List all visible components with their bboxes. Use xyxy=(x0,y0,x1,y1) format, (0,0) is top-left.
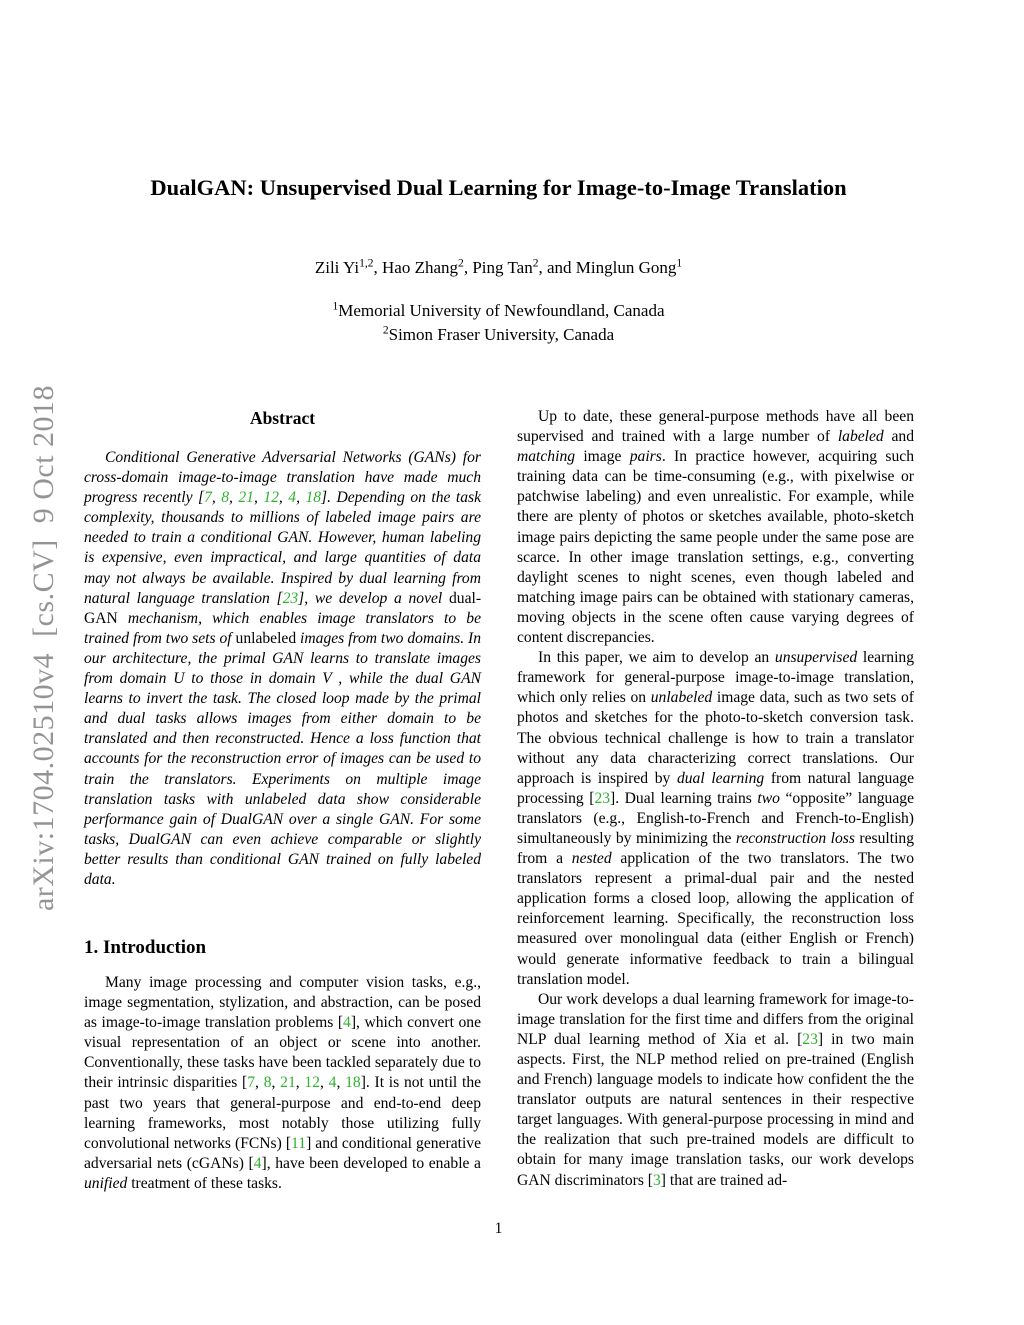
text-segment: , xyxy=(253,489,264,507)
citation-link[interactable]: 18 xyxy=(345,1074,361,1092)
citation-link[interactable]: 23 xyxy=(594,789,611,807)
arxiv-watermark: arXiv:1704.02510v4 [cs.CV] 9 Oct 2018 xyxy=(27,384,60,912)
text-segment: nested xyxy=(571,850,612,868)
text-segment: “opposite” language translators (e.g., English-to-French and French-to-English) simultaneously by minimizing the xyxy=(517,789,914,847)
body-paragraph xyxy=(517,407,914,648)
body-paragraph xyxy=(517,648,914,990)
citation-link[interactable]: 12 xyxy=(263,489,279,507)
text-segment: pairs xyxy=(629,448,662,466)
text-segment: 2 xyxy=(532,256,539,270)
abstract-section xyxy=(84,407,481,890)
introduction-paragraph xyxy=(84,973,481,1194)
text-segment: Many image processing and computer vision tasks, e.g., image segmentation, stylization, and abstraction, can be posed as image-to-image translation problems [ xyxy=(84,974,481,1032)
text-segment: ], we develop a novel xyxy=(298,589,449,607)
text-segment: labeled xyxy=(837,428,884,446)
text-segment: ]. Depending on the task complexity, thousands to millions of labeled image pairs are needed to train a conditional GAN. However, human labeling is expensive, even impractical, and large quantities of data may not always be available. Inspired by dual learning from natural language translation [ xyxy=(84,489,482,607)
text-segment: , Ping Tan xyxy=(463,258,533,277)
citation-link[interactable]: 4 xyxy=(328,1074,337,1092)
citation-link[interactable]: 4 xyxy=(343,1014,351,1032)
text-segment: ] that are trained ad- xyxy=(660,1171,788,1189)
citation-link[interactable]: 7 xyxy=(204,489,212,507)
text-segment: 2 xyxy=(382,322,389,336)
abstract-paragraph xyxy=(84,448,481,890)
page-number: 1 xyxy=(494,1220,503,1237)
right-column xyxy=(517,407,914,1191)
citation-link[interactable]: 4 xyxy=(253,1154,262,1172)
text-segment: mechanism, which enables image translators to be trained from two sets of xyxy=(84,609,481,647)
text-segment: from natural language processing [ xyxy=(517,769,914,807)
text-segment: Up to date, these general-purpose methods have all been supervised and trained with a large number of xyxy=(517,408,914,446)
text-segment: image data, such as two sets of photos and sketches for the photo-to-sketch conversion task. The obvious technical challenge is how to train a translator without any data characterizing correct translations. Our approach is inspired by xyxy=(517,689,914,787)
citation-link[interactable]: 8 xyxy=(263,1074,272,1092)
text-segment: unlabeled xyxy=(650,689,713,707)
text-segment: In this paper, we aim to develop an xyxy=(538,649,775,667)
text-segment: , xyxy=(295,1074,305,1092)
text-segment: , xyxy=(255,1074,264,1092)
text-segment: , xyxy=(278,489,289,507)
text-segment: ], which convert one visual representation of an object or scene into another. Conventionally, these tasks have been tackled separately due to their intrinsic disparities [ xyxy=(84,1014,481,1092)
text-segment: matching xyxy=(517,448,576,466)
text-segment: 1 xyxy=(676,256,683,270)
citation-link[interactable]: 3 xyxy=(653,1171,661,1189)
citation-link[interactable]: 7 xyxy=(247,1074,256,1092)
citation-link[interactable]: 11 xyxy=(291,1134,307,1152)
text-segment: images from two domains. In our architecture, the primal GAN learns to translate images from domain U to those in domain V , while the dual GAN learns to invert the task. The closed loop made by the primal and dual tasks allows images from either domain to be translated and then reconstructed. Hence a loss function that accounts for the reconstruction error of images can be used to train the translators. Experiments on multiple image translation tasks with unlabeled data show considerable performance gain of DualGAN over a single GAN. For some tasks, DualGAN can even achieve comparable or slightly better results than conditional GAN trained on fully labeled data. xyxy=(84,629,481,888)
text-segment: , xyxy=(229,489,239,507)
citation-link[interactable]: 8 xyxy=(221,489,230,507)
text-segment: Simon Fraser University, Canada xyxy=(388,324,615,344)
text-segment: , xyxy=(271,1074,281,1092)
citation-link[interactable]: 4 xyxy=(288,489,297,507)
text-segment: 1 xyxy=(332,299,339,313)
text-segment: , xyxy=(211,489,222,507)
citation-link[interactable]: 21 xyxy=(280,1074,296,1092)
affiliations xyxy=(84,299,913,346)
text-segment: Our work develops a dual learning framework for image-to-image translation for the first time and differs from the original NLP dual learning method of Xia et al. [ xyxy=(517,990,914,1048)
text-segment: two xyxy=(757,789,780,807)
text-segment: dual learning xyxy=(676,769,765,787)
text-segment: 2 xyxy=(458,256,464,270)
text-segment: reconstruction loss xyxy=(735,829,855,847)
text-segment: 1,2 xyxy=(359,256,374,270)
paper-title: DualGAN: Unsupervised Dual Learning for Image-to-Image Translation xyxy=(150,175,847,200)
citation-link[interactable]: 12 xyxy=(304,1074,320,1092)
citation-link[interactable]: 21 xyxy=(238,489,254,507)
text-segment: , xyxy=(296,489,306,507)
text-segment: learning framework for general-purpose image-to-image translation, which only relies on xyxy=(517,649,914,707)
text-segment: resulting from a xyxy=(517,829,914,868)
text-segment: and xyxy=(883,428,915,446)
text-segment: , xyxy=(319,1074,329,1092)
text-segment: unlabeled xyxy=(235,629,297,647)
text-segment: ] and conditional generative adversarial nets (cGANs) [ xyxy=(84,1134,481,1172)
affiliation-2 xyxy=(84,323,913,347)
affiliation-1 xyxy=(84,299,913,323)
text-segment: , Hao Zhang xyxy=(373,258,459,277)
text-segment: , and Minglun Gong xyxy=(538,258,677,277)
text-segment: unsupervised xyxy=(774,649,858,667)
text-segment: . In practice however, acquiring such training data can be time-consuming (e.g., with pixelwise or patchwise labeling) and even unrealistic. For example, while there are plenty of photos or sketches available, photo-sketch image pairs depicting the same people under the same pose are scarce. In other image translation settings, e.g., converting daylight scenes to night scenes, even though labeled and matching image pairs can be obtained with stationary cameras, moving objects in the scene often cause varying degrees of content discrepancies. xyxy=(517,448,914,647)
citation-link[interactable]: 23 xyxy=(802,1030,818,1048)
introduction-section xyxy=(84,936,481,1194)
text-segment: treatment of these tasks. xyxy=(127,1174,282,1192)
text-segment: image xyxy=(575,448,630,466)
text-segment: Memorial University of Newfoundland, Canada xyxy=(338,301,665,320)
text-segment: unified xyxy=(84,1174,128,1192)
abstract-heading: Abstract xyxy=(249,408,316,428)
citation-link[interactable]: 18 xyxy=(305,489,322,507)
body-paragraph xyxy=(517,990,914,1191)
text-segment: Conditional Generative Adversarial Networks (GANs) for cross-domain image-to-image translation have made much progress recently [ xyxy=(84,449,481,507)
author-line xyxy=(84,258,913,278)
text-segment: application of the two translators. The two translators represent a primal-dual pair and the nested application forms a closed loop, allowing the application of reinforcement learning. Specifically, the reconstruction loss measured over monolingual data (either English or French) would generate informative feedback to train a bilingual translation model. xyxy=(517,850,914,988)
text-segment: dual-GAN xyxy=(84,589,482,627)
text-segment: ]. It is not until the past two years that general-purpose and end-to-end deep learning frameworks, most notably those utilizing fully convolutional networks (FCNs) [ xyxy=(84,1074,482,1152)
text-segment: ] in two main aspects. First, the NLP method relied on pre-trained (English and French) language models to indicate how confident the the translator outputs are natural sentences in their respective target languages. With general-purpose processing in mind and the realization that such pre-trained models are difficult to obtain for many image translation tasks, our work develops GAN discriminators [ xyxy=(517,1030,914,1189)
text-segment: ]. Dual learning trains xyxy=(610,789,758,807)
introduction-heading: 1. Introduction xyxy=(84,937,207,958)
text-segment: , xyxy=(336,1074,346,1092)
text-segment: ], have been developed to enable a xyxy=(261,1154,481,1172)
text-segment: Zili Yi xyxy=(314,258,360,277)
citation-link[interactable]: 23 xyxy=(282,589,299,607)
